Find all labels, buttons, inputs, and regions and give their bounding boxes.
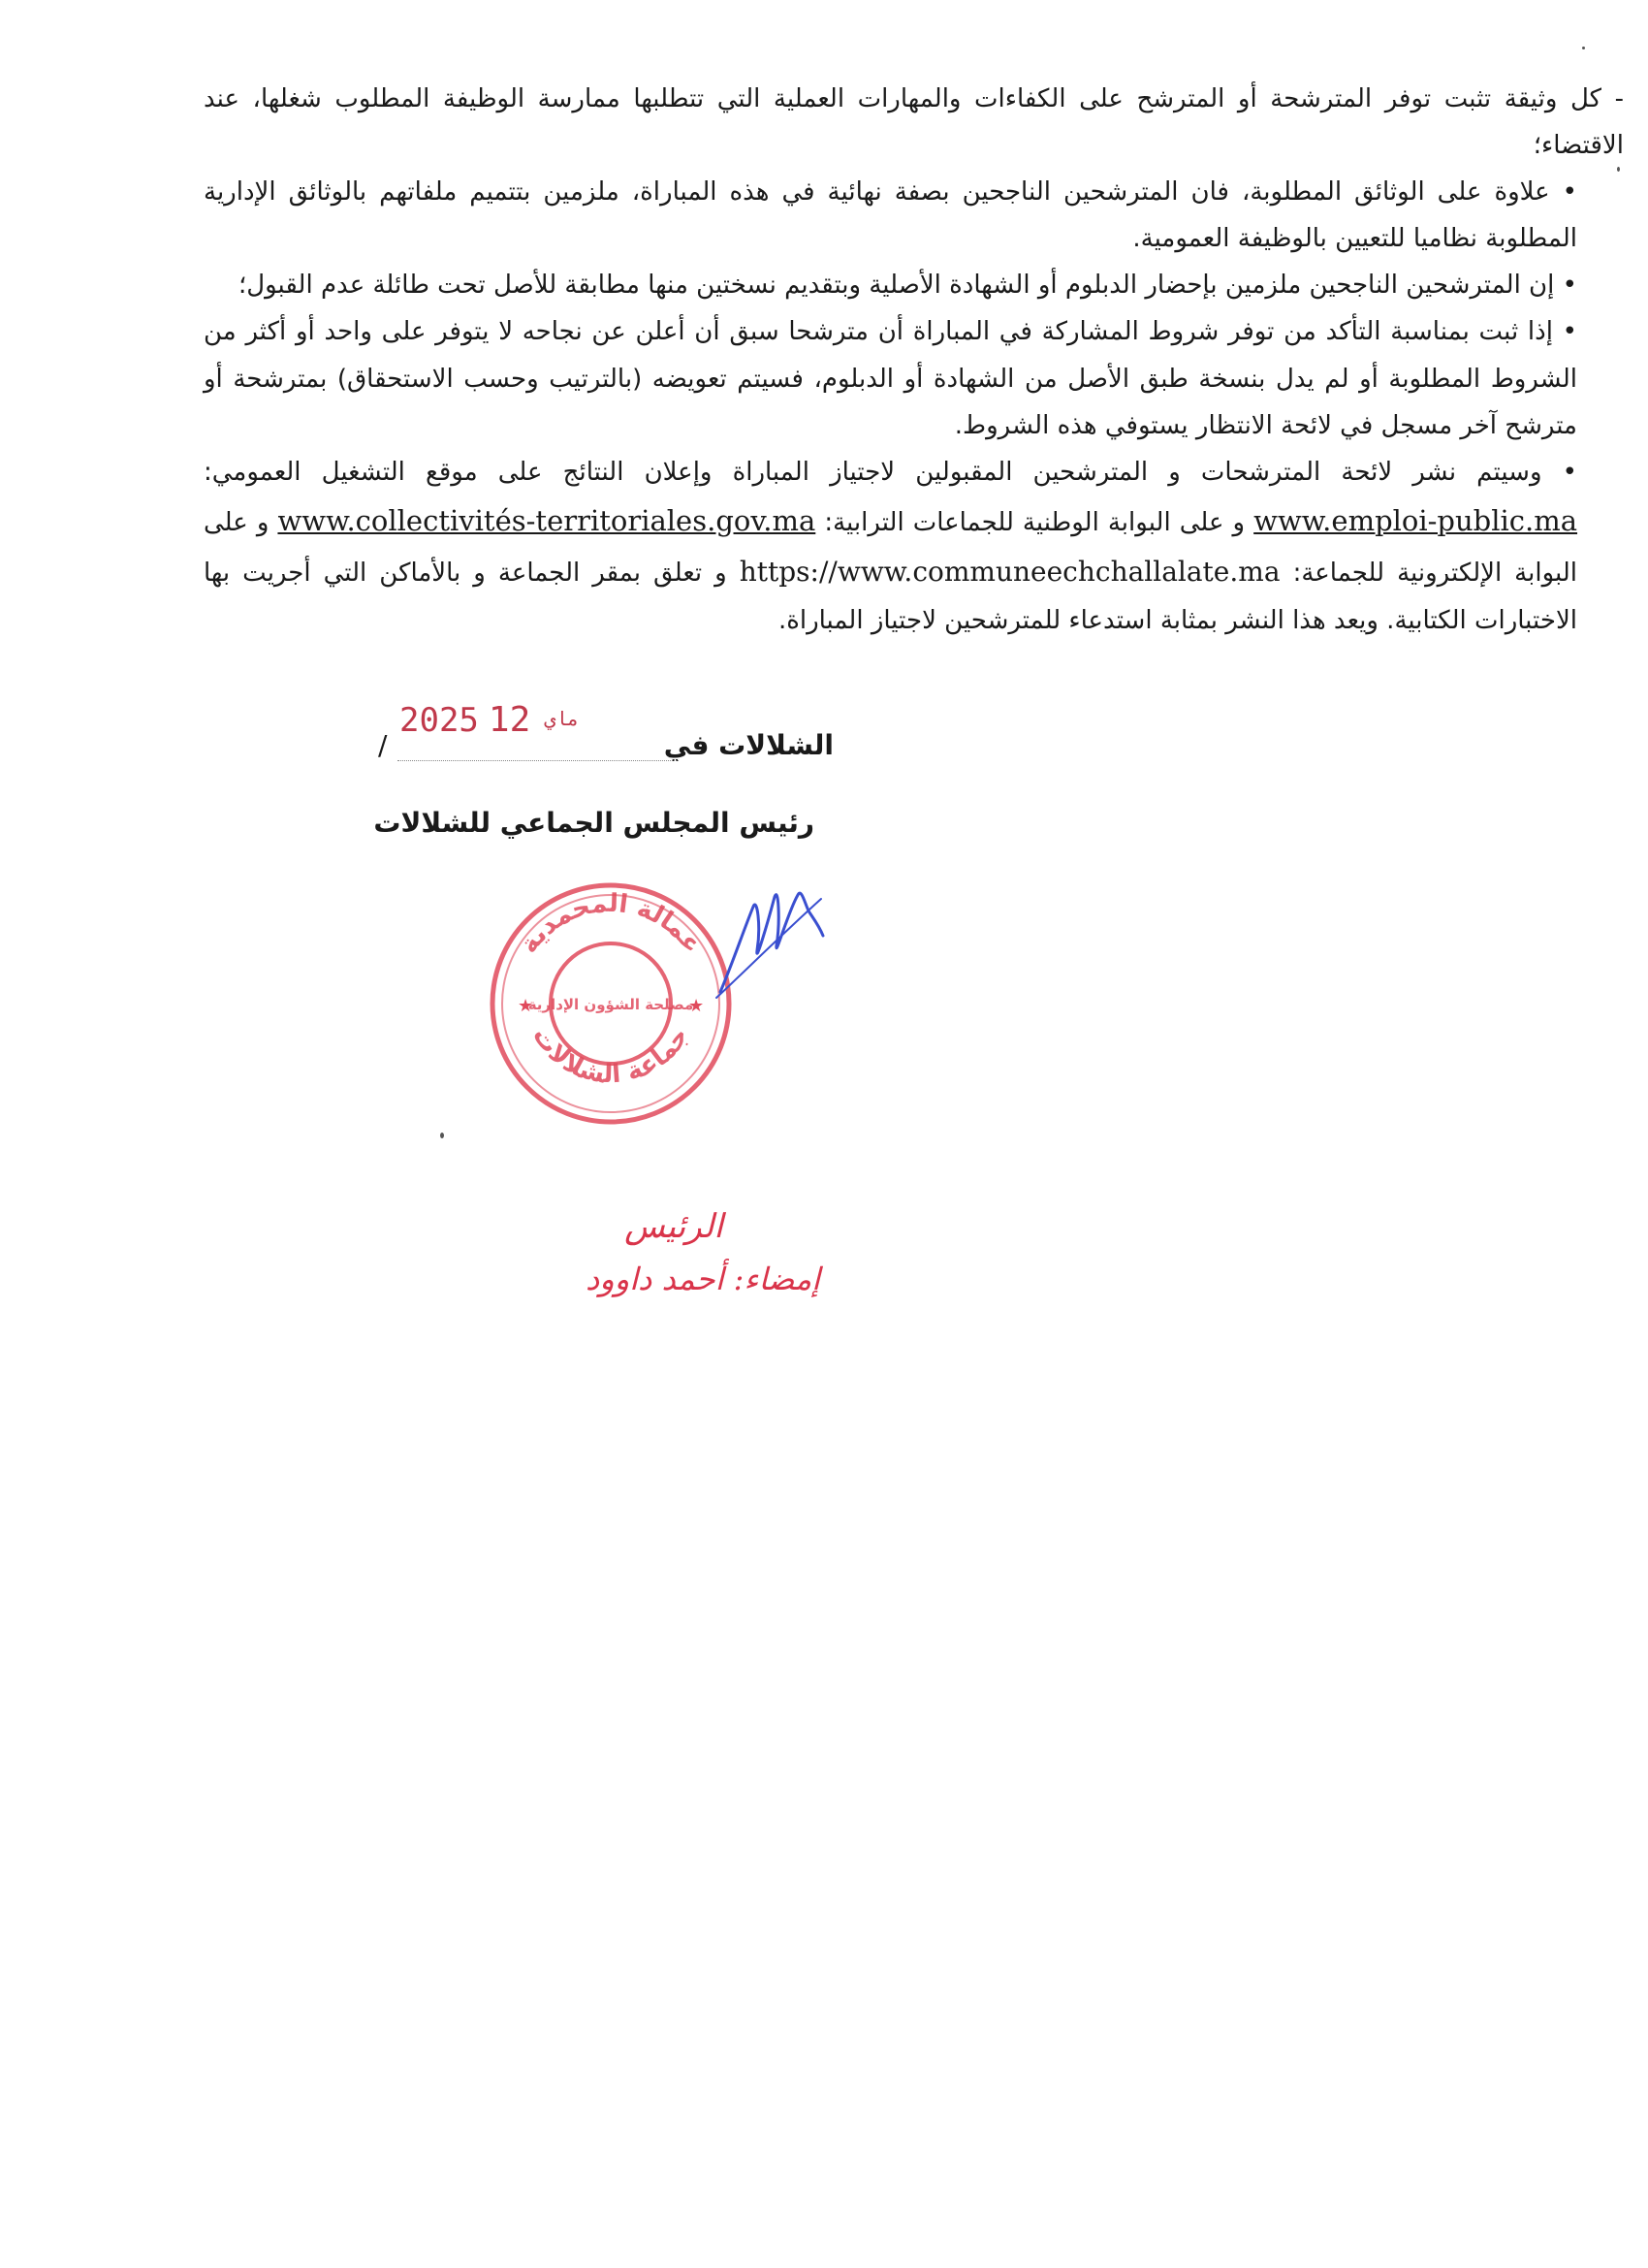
paragraph-replacement: • إذا ثبت بمناسبة التأكد من توفر شروط المشاركة في المباراة أن مترشحا سبق أن أعلن عن نجاحه لا يتوفر على واحد أو أكثر من الشروط المطلوبة أو لم يدل بنسخة طبق الأصل من الشهادة أو الدبلوم، فسيتم تعويضه (بالترتيب وحسب الاستحقاق) بمترشحة أو مترشح آخر مسجل في لائحة الانتظار يستوفي هذه الشروط. [204, 308, 1624, 448]
handwritten-name: إمضاء: أحمد داوود [586, 1261, 820, 1297]
scan-speck [1617, 167, 1620, 172]
handwritten-signature [713, 868, 829, 1004]
seal-inner-text: مصلحة الشؤون الإدارية [527, 996, 694, 1013]
place-label: الشلالات في [663, 729, 834, 761]
publication-text-2: و على البوابة الوطنية للجماعات الترابية: [824, 507, 1246, 537]
paragraph-qualifications: - كل وثيقة تثبت توفر المترشحة أو المترشح على الكفاءات والمهارات العملية التي تتطلبها ممارسة الوظيفة المطلوب شغلها، عند الاقتضاء؛ [204, 84, 1624, 161]
document-body [204, 76, 1624, 644]
collectivites-link[interactable]: www.collectivités-territoriales.gov.ma [277, 503, 816, 537]
official-seal-stamp [485, 878, 737, 1130]
date-day: 12 [488, 700, 531, 740]
publication-text-1: وسيتم نشر لائحة المترشحات و المترشحين المقبولين لاجتياز المباراة وإعلان النتائج على موقع التشغيل العمومي: [204, 457, 1542, 487]
seal-star-right-icon: ★ [688, 996, 705, 1016]
date-stamp [399, 700, 592, 740]
commune-url[interactable]: https://www.communeechchallalate.ma [739, 556, 1281, 589]
paragraph-admin-documents: • علاوة على الوثائق المطلوبة، فان المترشحين الناجحين بصفة نهائية في هذه المباراة، ملزمين بتتميم ملفاتهم بالوثائق الإدارية المطلوبة نظاميا للتعيين بالوظيفة العمومية. [204, 169, 1624, 262]
paragraph-publication [204, 449, 1624, 645]
paragraph-diploma-originals: • إن المترشحين الناجحين ملزمين بإحضار الدبلوم أو الشهادة الأصلية وبتقديم نسختين منها مطابقة للأصل تحت طائلة عدم القبول؛ [204, 262, 1624, 308]
date-dotted-line [397, 760, 679, 761]
seal-star-left-icon: ★ [518, 996, 534, 1016]
seal-outer-top-text: عمالة المحمدية [514, 888, 708, 959]
emploi-public-link[interactable]: www.emploi-public.ma [1253, 503, 1578, 537]
publication-text-4: و تعلق بمقر الجماعة و بالأماكن التي أجريت بها الاختبارات الكتابية. ويعد هذا النشر بمثابة استدعاء للمترشحين لاجتياز المباراة. [204, 559, 1577, 636]
scan-speck [1582, 47, 1585, 49]
scan-speck [440, 1133, 444, 1138]
handwritten-role: الرئيس [624, 1207, 723, 1246]
date-slash: / [378, 729, 388, 761]
svg-text:جماعة الشلالات [526, 1022, 695, 1090]
signatory-title: رئيس المجلس الجماعي للشلالات [373, 807, 814, 839]
svg-text:عمالة المحمدية [515, 889, 708, 959]
seal-outer-bottom-text: جماعة الشلالات [525, 1021, 695, 1090]
date-year: 2025 [399, 701, 479, 740]
date-month: ماي [544, 707, 580, 730]
publication-text-3: و على البوابة الإلكترونية للجماعة: [204, 507, 1578, 589]
